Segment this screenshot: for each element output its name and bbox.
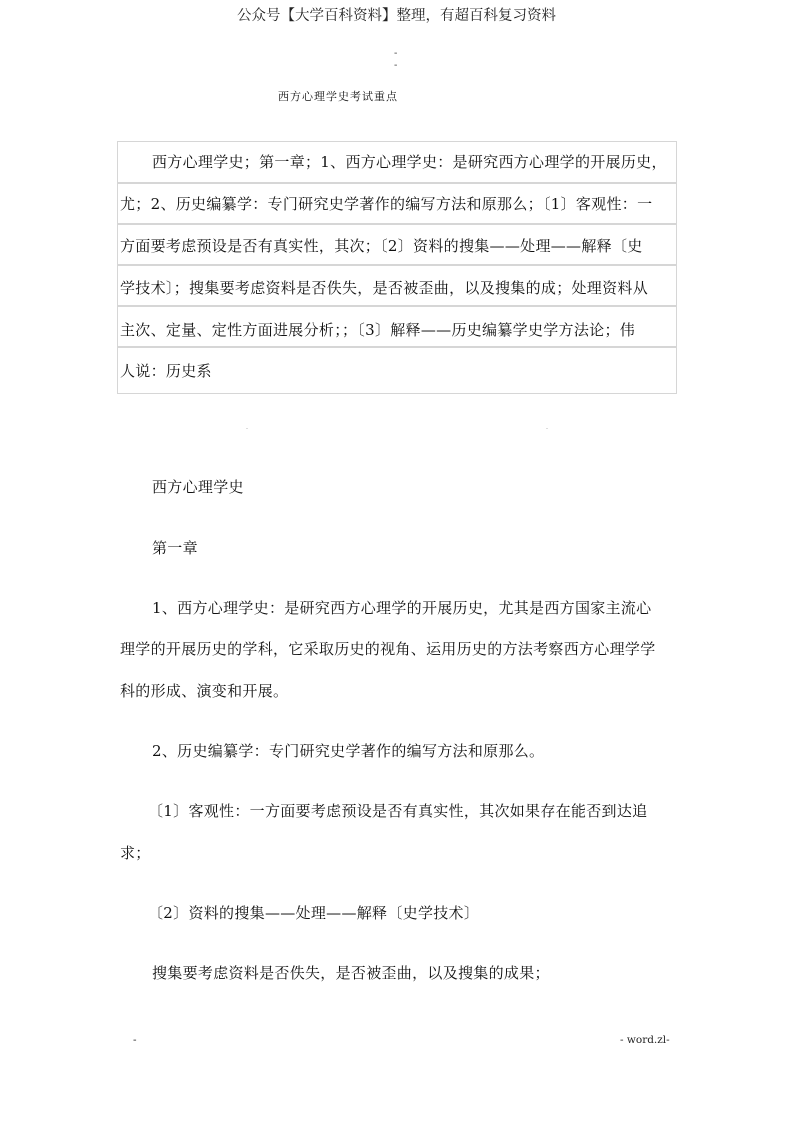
summary-line: 主次、定量、定性方面进展分析；；〔3〕解释——历史编纂学史学方法论；伟	[120, 321, 636, 339]
section-title: 西方心理学史	[152, 478, 244, 496]
chapter-heading: 第一章	[152, 539, 198, 557]
paragraph-line: 1、西方心理学史：是研究西方心理学的开展历史，尤其是西方国家主流心	[152, 599, 652, 617]
paragraph-line: 〔2〕资料的搜集——处理——解释〔史学技术〕	[148, 904, 480, 922]
footer-left: -	[133, 1034, 137, 1046]
divider-dot	[246, 428, 248, 429]
header-mark-1: -	[394, 48, 398, 59]
summary-line: 方面要考虑预设是否有真实性，其次；〔2〕资料的搜集——处理——解释〔史	[120, 237, 643, 255]
paragraph-line: 〔1〕客观性：一方面要考虑预设是否有真实性，其次如果存在能否到达追	[148, 802, 648, 820]
divider-dot	[546, 428, 548, 429]
summary-line: 西方心理学史；第一章；1、西方心理学史：是研究西方心理学的开展历史，	[152, 153, 667, 171]
summary-line: 学技术〕；搜集要考虑资料是否佚失，是否被歪曲，以及搜集的成；处理资料从	[120, 279, 649, 297]
paragraph-line: 理学的开展历史的学科，它采取历史的视角、运用历史的方法考察西方心理学学	[120, 640, 656, 658]
paragraph-line: 搜集要考虑资料是否佚失，是否被歪曲，以及搜集的成果；	[152, 964, 550, 982]
paragraph-line: 求；	[120, 844, 151, 862]
summary-line: 人说：历史系	[120, 362, 212, 380]
header-mark-2: -	[394, 60, 398, 71]
paragraph-line: 科的形成、演变和开展。	[120, 682, 289, 700]
watermark-header: 公众号【大学百科资料】整理，有超百科复习资料	[237, 8, 556, 24]
footer-right: - word.zl-	[620, 1034, 670, 1046]
paragraph-line: 2、历史编纂学：专门研究史学著作的编写方法和原那么。	[152, 742, 545, 760]
summary-line: 尤；2、历史编纂学：专门研究史学著作的编写方法和原那么；〔1〕客观性：一	[120, 195, 653, 213]
document-title: 西方心理学史考试重点	[278, 90, 398, 103]
